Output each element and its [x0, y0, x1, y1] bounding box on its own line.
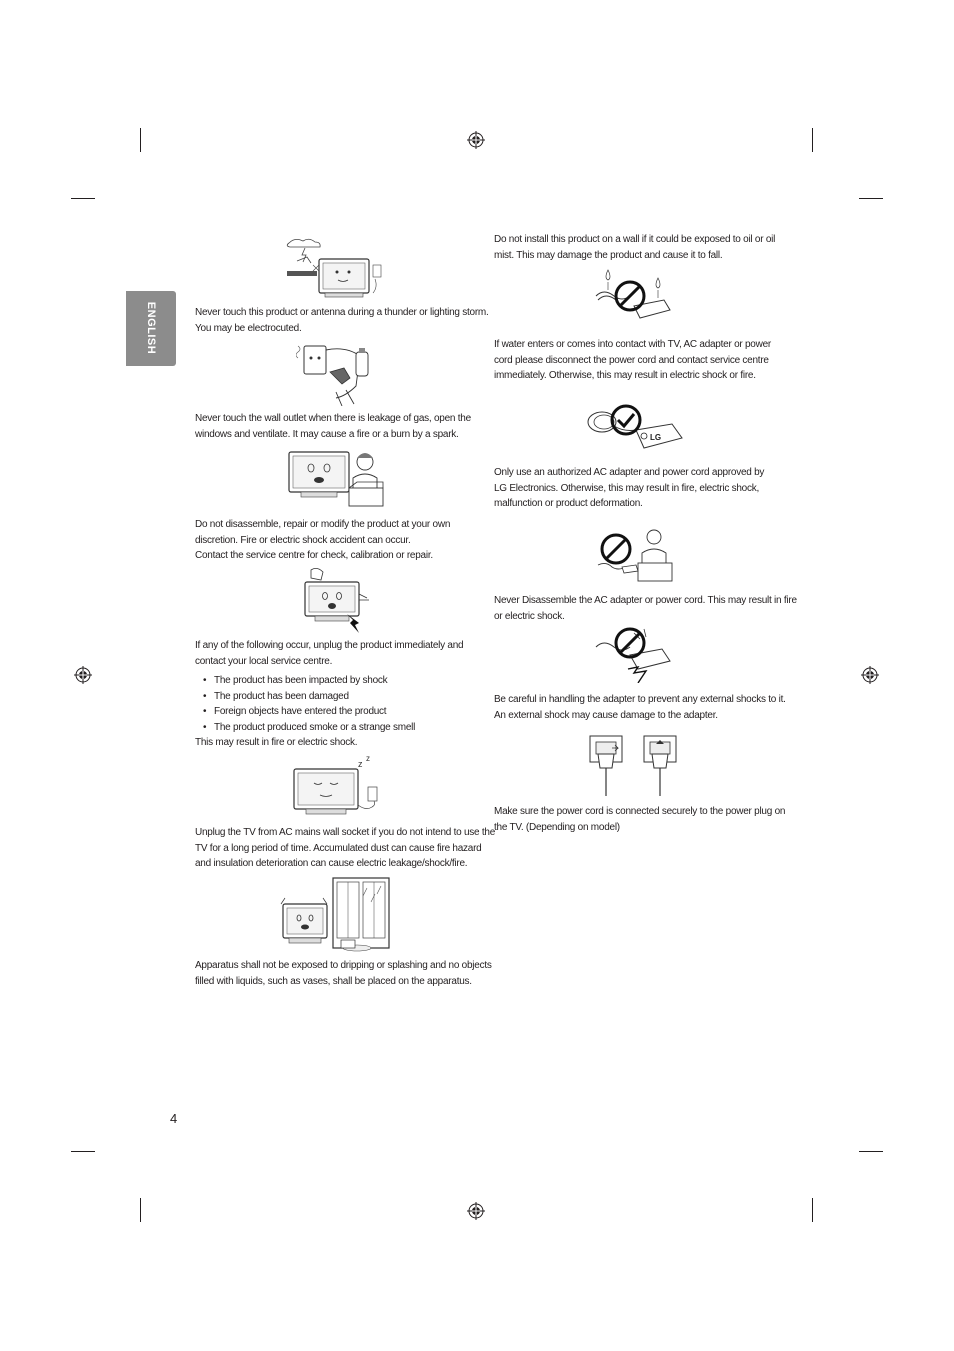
tv-lightning-storm-illustration	[285, 235, 385, 299]
wall-outlet-gas-illustration	[296, 342, 376, 406]
list-item: • Foreign objects have entered the product	[195, 704, 415, 720]
warning-text-gas-leak: Never touch the wall outlet when there is leakage of gas, open the windows and ventilate. It may cause a fire or a burn by a spark.	[195, 413, 471, 440]
page-number: 4	[170, 1111, 178, 1126]
registration-mark-icon	[467, 131, 485, 149]
lg-logo: LG	[650, 433, 662, 442]
crop-mark	[71, 198, 95, 199]
warning-text-power-cord: Make sure the power cord is connected securely to the power plug on the TV. (Depending on model)	[494, 806, 786, 833]
tv-disassembly-illustration	[287, 448, 387, 510]
warning-text-storm: Never touch this product or antenna during a thunder or lighting storm. You may be electrocuted.	[195, 307, 489, 334]
warning-text-oil-mist: Do not install this product on a wall if it could be exposed to oil or oil mist. This may damage the product and cause it to fall.	[494, 234, 776, 261]
adapter-disassembly-prohibited-illustration	[594, 525, 674, 585]
language-tab	[126, 291, 176, 366]
warning-text-disassembly: Do not disassemble, repair or modify the product at your own discretion. Fire or electric shock accident can occur. Contact the service centre for check, calibration or repair.	[195, 519, 451, 561]
warning-text-unplug: If any of the following occur, unplug the product immediately and contact your local service centre.	[195, 640, 464, 667]
tv-unplugged-illustration	[292, 755, 384, 821]
warning-text-water-contact: If water enters or comes into contact with TV, AC adapter or power cord please disconnect the power cord and contact service centre immediately. Otherwise, this may result in electric shock or fire.	[494, 339, 771, 381]
crop-mark	[812, 1198, 813, 1222]
unplug-conditions-list	[195, 673, 415, 735]
warning-text-long-period: Unplug the TV from AC mains wall socket if you do not intend to use the TV for a long period of time. Accumulated dust can cause fire hazard and insulation deterioration can cause electric leakage/shock/fire.	[195, 827, 496, 869]
list-item: • The product has been impacted by shock	[195, 673, 415, 689]
adapter-shock-prohibited-illustration	[594, 625, 674, 683]
warning-text-unplug-result: This may result in fire or electric shock.	[195, 737, 358, 748]
registration-mark-icon	[861, 666, 879, 684]
svg-text:z: z	[358, 759, 363, 769]
crop-mark	[140, 1198, 141, 1222]
power-plug-connection-illustration	[586, 734, 682, 798]
warning-text-disassemble-adapter: Never Disassemble the AC adapter or power cord. This may result in fire or electric shock.	[494, 595, 797, 622]
crop-mark	[812, 128, 813, 152]
crop-mark	[859, 1151, 883, 1152]
authorized-adapter-illustration	[584, 398, 684, 454]
warning-text-authorized-adapter: Only use an authorized AC adapter and power cord approved by LG Electronics. Otherwise, this may result in fire, electric shock, malfunction or product deformation.	[494, 467, 765, 509]
warning-text-liquids: Apparatus shall not be exposed to dripping or splashing and no objects filled with liquids, such as vases, shall be placed on the apparatus.	[195, 960, 492, 987]
crop-mark	[71, 1151, 95, 1152]
registration-mark-icon	[467, 1202, 485, 1220]
warning-text-adapter-handling: Be careful in handling the adapter to prevent any external shocks to it. An external shock may cause damage to the adapter.	[494, 694, 786, 721]
list-item: • The product has been damaged	[195, 689, 415, 705]
tv-water-splash-illustration	[279, 874, 393, 956]
svg-text:z: z	[366, 755, 370, 763]
registration-mark-icon	[74, 666, 92, 684]
tv-impact-illustration	[301, 566, 371, 634]
crop-mark	[140, 128, 141, 152]
crop-mark	[859, 198, 883, 199]
adapter-water-prohibited-illustration	[594, 266, 672, 324]
language-tab-label: ENGLISH	[145, 301, 157, 355]
list-item: • The product produced smoke or a strange smell	[195, 720, 415, 736]
